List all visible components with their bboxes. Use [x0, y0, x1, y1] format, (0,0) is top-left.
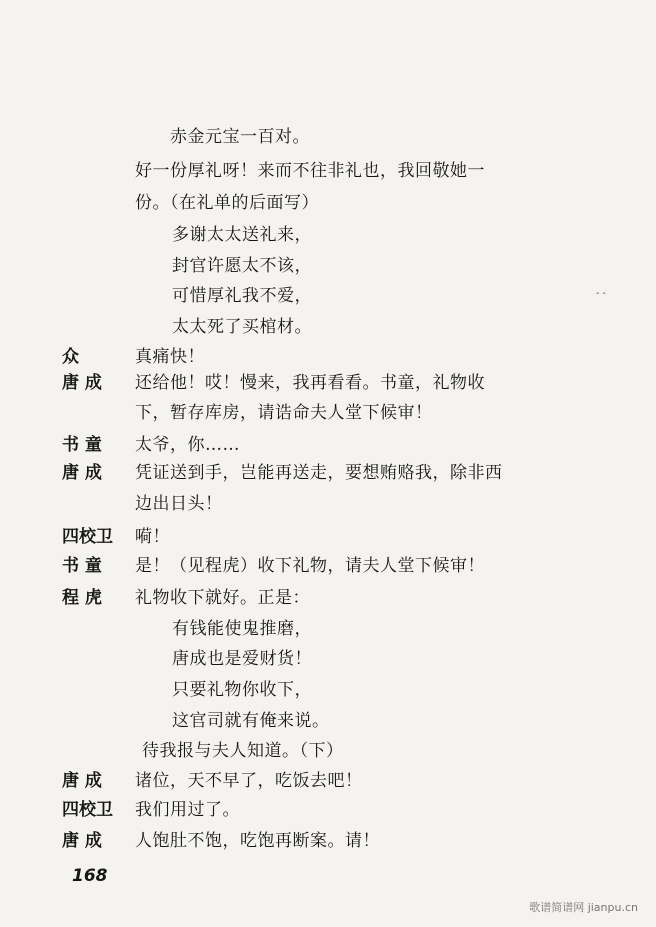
dialogue-line: 我们用过了。 — [135, 800, 240, 820]
speaker-label: 唐 成 — [62, 463, 102, 483]
dialogue-line: 还给他！哎！慢来，我再看看。书童，礼物收 — [135, 373, 485, 393]
speaker-label: 唐 成 — [62, 373, 102, 393]
dialogue-line: 是！（见程虎）收下礼物，请夫人堂下候审！ — [135, 556, 485, 576]
dialogue-line: 赤金元宝一百对。 — [170, 127, 310, 147]
verse-line: 只要礼物你收下， — [172, 680, 312, 700]
speaker-label: 书 童 — [62, 435, 102, 455]
scan-mark: - - — [596, 288, 606, 299]
dialogue-line: 下，暂存库房，请诰命夫人堂下候审！ — [135, 403, 433, 423]
watermark: 歌谱简谱网 jianpu.cn — [529, 901, 638, 914]
verse-line: 多谢太太送礼来， — [172, 225, 312, 245]
speaker-label: 四校卫 — [62, 527, 113, 547]
speaker-label: 书 童 — [62, 556, 102, 576]
dialogue-line: 礼物收下就好。正是： — [135, 588, 310, 608]
dialogue-line: 边出日头！ — [135, 494, 223, 514]
verse-line: 太太死了买棺材。 — [172, 317, 312, 337]
speaker-label: 唐 成 — [62, 831, 102, 851]
speaker-label: 程 虎 — [62, 588, 102, 608]
dialogue-line: 凭证送到手，岂能再送走，要想贿赂我，除非西 — [135, 463, 503, 483]
speaker-label: 四校卫 — [62, 800, 113, 820]
dialogue-line: 人饱肚不饱，吃饱再断案。请！ — [135, 831, 380, 851]
dialogue-line: 好一份厚礼呀！来而不往非礼也，我回敬她一 — [135, 161, 485, 181]
dialogue-line: 太爷，你…… — [135, 435, 240, 455]
dialogue-line: 真痛快！ — [135, 347, 205, 367]
dialogue-line: 份。（在礼单的后面写） — [135, 193, 319, 213]
speaker-label: 唐 成 — [62, 771, 102, 791]
dialogue-line: 待我报与夫人知道。（下） — [142, 741, 344, 761]
verse-line: 这官司就有俺来说。 — [172, 711, 330, 731]
verse-line: 有钱能使鬼推磨， — [172, 619, 312, 639]
speaker-label: 众 — [62, 347, 79, 367]
verse-line: 封官许愿太不该， — [172, 256, 312, 276]
dialogue-line: 嗬！ — [135, 527, 170, 547]
dialogue-line: 诸位，天不早了，吃饭去吧！ — [135, 771, 363, 791]
verse-line: 可惜厚礼我不爱， — [172, 286, 312, 306]
verse-line: 唐成也是爱财货！ — [172, 649, 312, 669]
page-number: 168 — [72, 866, 108, 886]
